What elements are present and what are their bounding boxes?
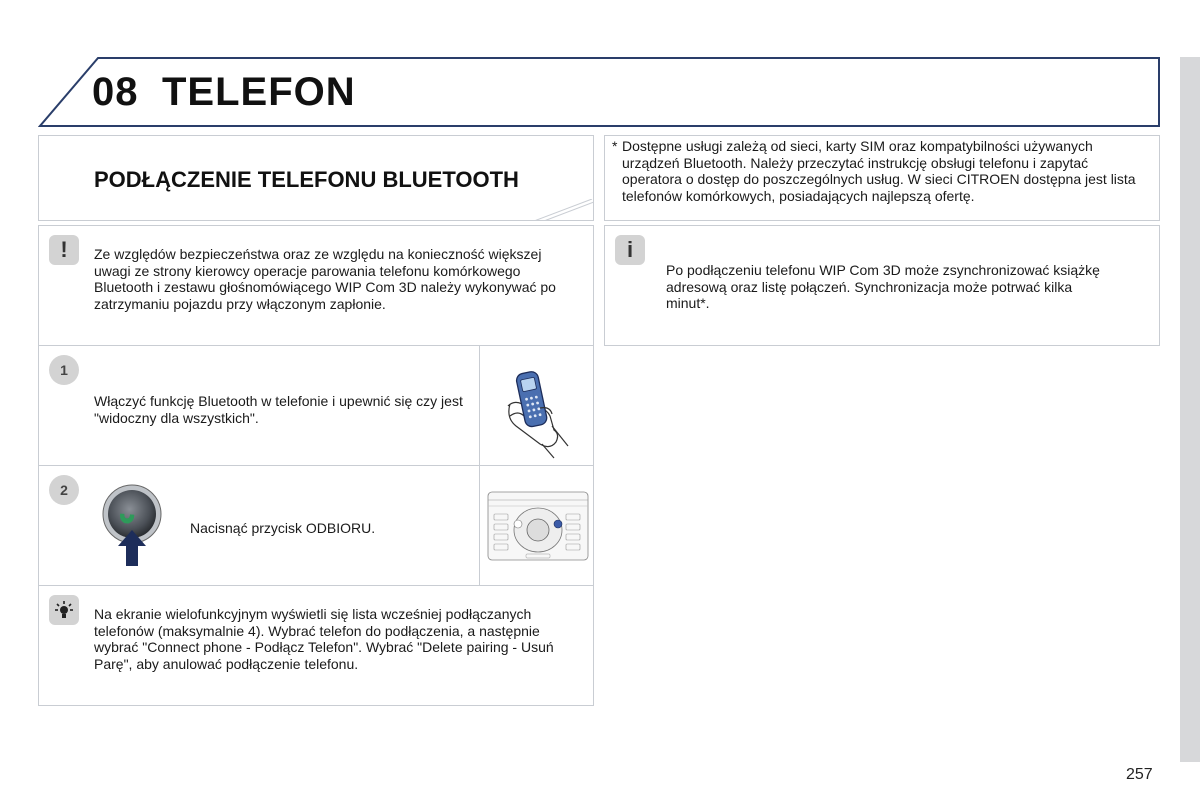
- footnote-box-border: [604, 135, 1160, 221]
- info-box: [604, 225, 1160, 346]
- section-title: PODŁĄCZENIE TELEFONU BLUETOOTH: [94, 167, 519, 192]
- info-icon: [615, 235, 645, 265]
- corner-stripes: [534, 199, 594, 221]
- chapter-title: TELEFON: [162, 70, 356, 114]
- step-2-text: Nacisnąć przycisk ODBIORU.: [190, 520, 376, 536]
- lightbulb-glyph: [54, 600, 74, 620]
- warning-symbol: !: [60, 237, 68, 262]
- step-2-number-badge: [49, 475, 79, 505]
- chapter-header: [38, 56, 1162, 128]
- step-2-image-box: [479, 465, 594, 586]
- mobile-phone-in-hand-icon: [480, 346, 595, 467]
- section-title-box: [38, 135, 594, 221]
- page-number: 257: [1126, 766, 1153, 783]
- info-symbol: i: [626, 237, 634, 262]
- chapter-number: 08: [92, 70, 139, 114]
- footnote-marker: *: [612, 138, 618, 154]
- page-edge-strip: [1180, 57, 1200, 762]
- step-1-text: Włączyć funkcję Bluetooth w telefonie i upewnić się czy jest "widoczny dla wszystkich".: [94, 393, 463, 426]
- warning-text: Ze względów bezpieczeństwa oraz ze względu na konieczność większej uwagi ze strony kierowcy operacje parowania telefonu komórkowego Bluetooth i zestawu głośnomówiącego WIP Com 3D należy wykonywać po zatrzymaniu pojazdu przy włączonym zapłonie.: [94, 246, 556, 312]
- warning-box: [38, 225, 594, 346]
- step-1-image-box: [479, 345, 594, 466]
- lightbulb-icon: [49, 595, 79, 625]
- step-1-number: 1: [60, 362, 68, 378]
- step-1-box: [38, 345, 480, 466]
- control-panel-icon: [480, 466, 595, 587]
- call-answer-button-icon: [101, 480, 171, 570]
- warning-icon: [49, 235, 79, 265]
- tip-text: Na ekranie wielofunkcyjnym wyświetli się lista wcześniej podłączanych telefonów (maksymalnie 4). Wybrać telefon do podłączenia, a następnie wybrać "Connect phone - Podłącz Telefon". Wybrać "Delete pairing - Usuń Parę", aby anulować podłączenie telefonu.: [94, 606, 554, 672]
- step-2-box: [38, 465, 480, 586]
- step-1-number-badge: [49, 355, 79, 385]
- step-2-number: 2: [60, 482, 68, 498]
- info-text: Po podłączeniu telefonu WIP Com 3D może zsynchronizować książkę adresową oraz listę połączeń. Synchronizacja może potrwać kilka minut*.: [666, 262, 1100, 311]
- tip-box: [38, 585, 594, 706]
- footnote-text: Dostępne usługi zależą od sieci, karty SIM oraz kompatybilności używanych urządzeń Bluetooth. Należy przeczytać instrukcję obsługi telefonu i zapytać operatora o dostęp do poszczególnych usług. W sieci CITROEN dostępna jest lista telefonów komórkowych, posiadających najlepszą ofertę.: [622, 138, 1136, 204]
